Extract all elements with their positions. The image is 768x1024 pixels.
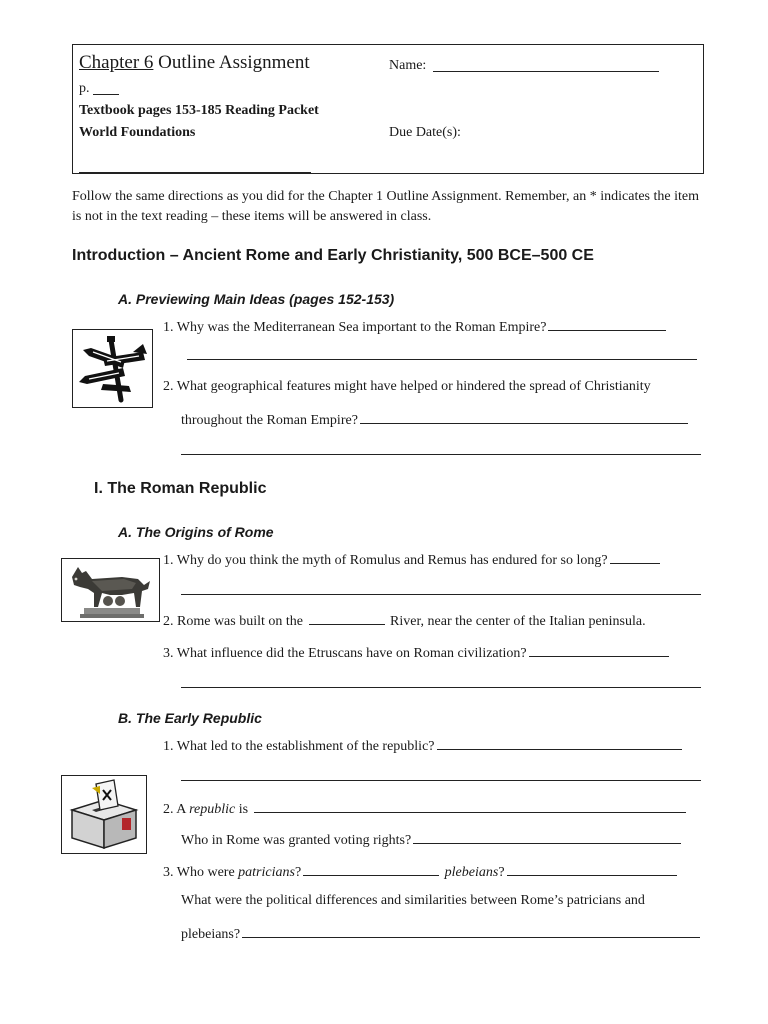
due-date-label: Due Date(s): [389, 125, 461, 140]
republic-question-3-follow: What were the political differences and similarities between Rome’s patricians and [181, 893, 645, 908]
course-name: World Foundations [79, 125, 196, 140]
answer-line[interactable] [181, 780, 701, 781]
section-1-subheading-a: A. The Origins of Rome [118, 524, 274, 540]
answer-line[interactable] [181, 594, 701, 595]
intro-heading: Introduction – Ancient Rome and Early Christianity, 500 BCE–500 CE [72, 247, 594, 264]
section-1-subheading-b: B. The Early Republic [118, 710, 262, 726]
origins-question-3: 3. What influence did the Etruscans have on Roman civilization? [163, 643, 671, 662]
page-title: Chapter 6 Outline Assignment [79, 52, 310, 73]
ballot-box-icon [61, 775, 147, 854]
origins-question-2: 2. Rome was built on the River, near the center of the Italian peninsula. [163, 611, 646, 630]
republic-question-3-follow-2: plebeians? [181, 924, 702, 943]
origins-question-1: 1. Why do you think the myth of Romulus and Remus has endured for so long? [163, 550, 662, 569]
republic-question-2: 2. A republic is [163, 799, 688, 818]
republic-question-2-follow: Who in Rome was granted voting rights? [181, 830, 683, 849]
name-label: Name: [389, 58, 427, 73]
section-1-heading: I. The Roman Republic [94, 480, 267, 497]
signpost-icon [72, 329, 153, 408]
intro-subheading-a: A. Previewing Main Ideas (pages 152-153) [118, 291, 395, 307]
she-wolf-statue-icon [61, 558, 160, 622]
intro-question-2-cont: throughout the Roman Empire? [181, 410, 690, 429]
name-blank[interactable] [433, 71, 659, 72]
header-blank-line[interactable] [79, 172, 311, 173]
answer-line[interactable] [181, 454, 701, 455]
page-number-blank[interactable] [93, 94, 119, 95]
page-number-label: p. [79, 81, 90, 96]
textbook-pages: Textbook pages 153-185 Reading Packet [79, 103, 319, 118]
republic-question-1: 1. What led to the establishment of the republic? [163, 736, 684, 755]
answer-line[interactable] [187, 359, 697, 360]
republic-question-3: 3. Who were patricians? plebeians? [163, 862, 679, 881]
directions-text: Follow the same directions as you did for the Chapter 1 Outline Assignment. Remember, an * indicates the item is not in the text reading – these items will be answered in class. [72, 189, 699, 224]
intro-question-1: 1. Why was the Mediterranean Sea important to the Roman Empire? [163, 317, 668, 336]
intro-question-2: 2. What geographical features might have helped or hindered the spread of Christianity [163, 379, 651, 394]
answer-line[interactable] [181, 687, 701, 688]
